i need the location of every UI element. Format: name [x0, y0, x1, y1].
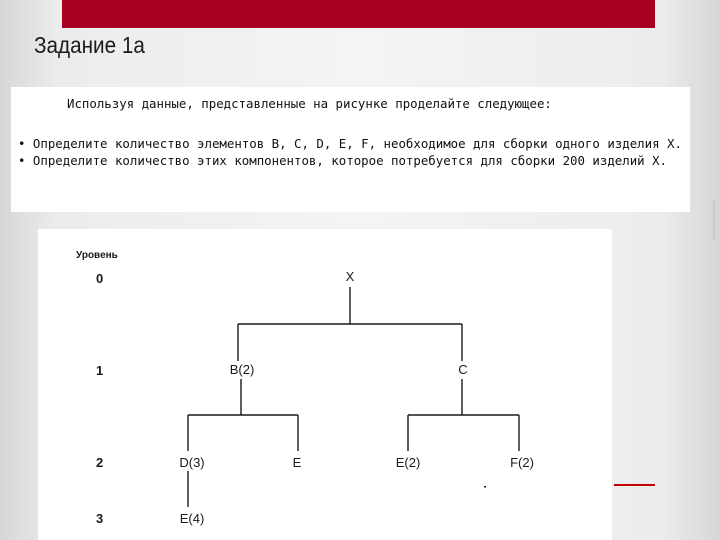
- title-accent-bar: [62, 0, 655, 28]
- node-b: B(2): [229, 362, 255, 377]
- slide-title: Задание 1а: [34, 32, 145, 58]
- level-3-label: 3: [96, 511, 104, 526]
- level-0-label: 0: [96, 271, 104, 286]
- tree-diagram: [38, 229, 612, 540]
- task-intro: Используя данные, представленные на рисунке проделайте следующее:: [67, 96, 552, 111]
- task-item-1: • Определите количество элементов B, C, D, E, F, необходимое для сборки одного изделия Х.: [18, 136, 682, 151]
- node-d: D(3): [179, 455, 205, 470]
- product-structure-tree: [38, 229, 612, 540]
- stray-mark: [484, 486, 486, 488]
- node-e-under-d: E(4): [179, 511, 205, 526]
- level-2-label: 2: [96, 455, 104, 470]
- node-f: F(2): [510, 455, 534, 470]
- connector-c-to-e-f: [408, 379, 519, 451]
- node-c: C: [458, 362, 468, 377]
- level-heading: Уровень: [76, 250, 118, 261]
- node-e-under-b: E: [292, 455, 302, 470]
- task-list: [18, 135, 685, 169]
- node-x: X: [345, 269, 355, 284]
- connector-b-to-d-e: [188, 379, 298, 451]
- task-text-box: [11, 87, 690, 212]
- slide-edge-mark: [713, 200, 715, 240]
- accent-underline: [614, 484, 655, 486]
- connector-x-to-b-c: [238, 287, 462, 361]
- node-e-under-c: E(2): [395, 455, 421, 470]
- task-item-2: • Определите количество этих компонентов, которое потребуется для сборки 200 изделий Х.: [18, 153, 668, 168]
- level-1-label: 1: [96, 363, 104, 378]
